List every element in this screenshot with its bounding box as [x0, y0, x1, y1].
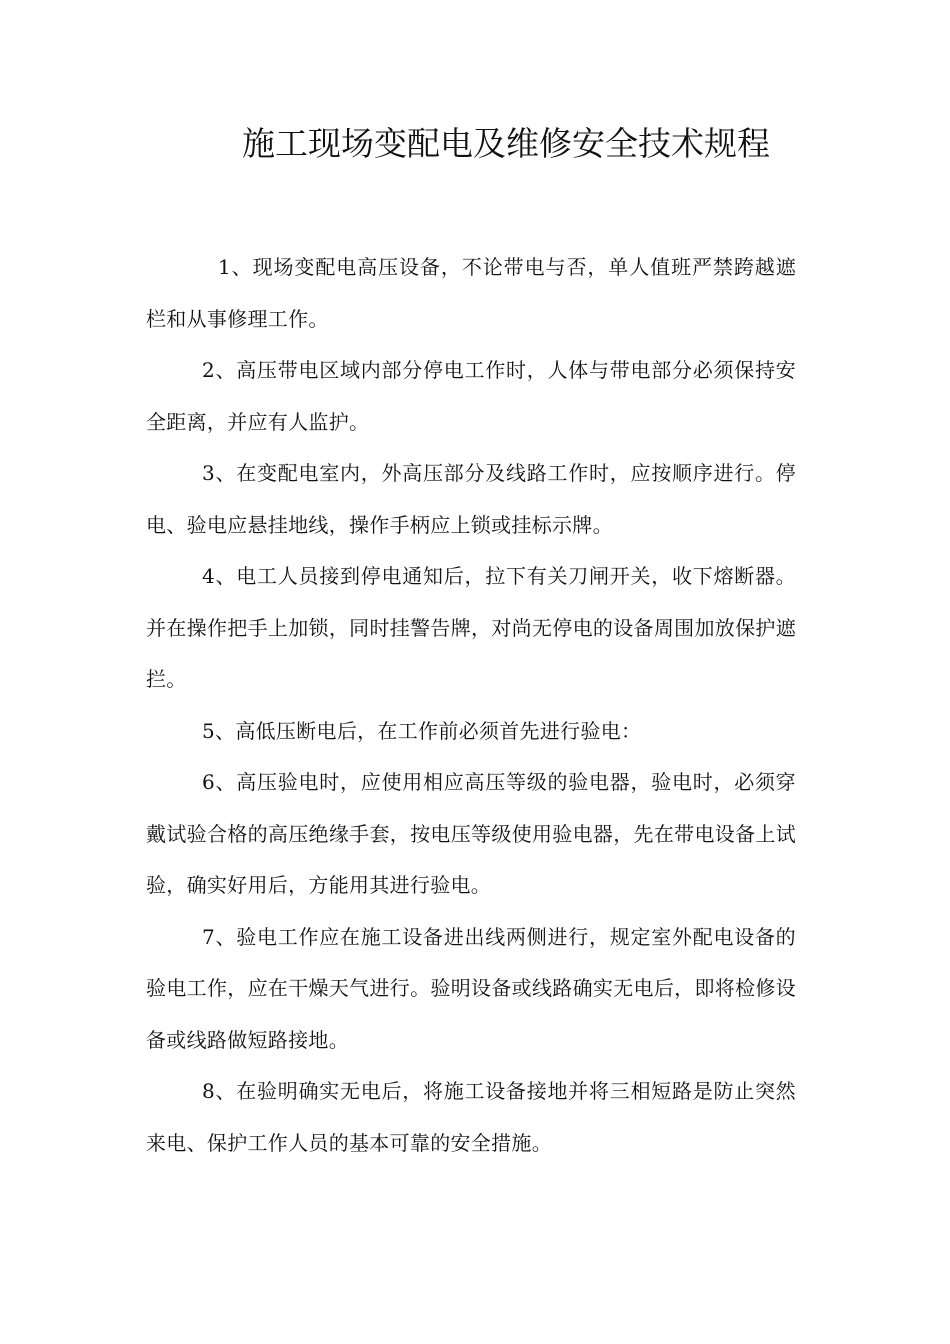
paragraph-6: 6、高压验电时，应使用相应高压等级的验电器，验电时，必须穿戴试验合格的高压绝缘手套，按电压等级使用验电器，先在带电设备上试验，确实好用后，方能用其进行验电。	[146, 770, 796, 897]
document-title: 施工现场变配电及维修安全技术规程	[242, 124, 770, 163]
paragraph-3: 3、在变配电室内，外高压部分及线路工作时，应按顺序进行。停电、验电应悬挂地线，操作手柄应上锁或挂标示牌。	[146, 461, 796, 537]
paragraph-1: 1、现场变配电高压设备，不论带电与否，单人值班严禁跨越遮栏和从事修理工作。	[146, 255, 796, 331]
paragraph-5: 5、高低压断电后，在工作前必须首先进行验电：	[202, 718, 642, 743]
document-body	[146, 242, 796, 1169]
paragraph-7: 7、验电工作应在施工设备进出线两侧进行，规定室外配电设备的验电工作，应在干燥天气进行。验明设备或线路确实无电后，即将检修设备或线路做短路接地。	[146, 924, 796, 1052]
paragraph-2: 2、高压带电区域内部分停电工作时，人体与带电部分必须保持安全距离，并应有人监护。	[146, 358, 796, 434]
paragraph-4: 4、电工人员接到停电通知后，拉下有关刀闸开关，收下熔断器。并在操作把手上加锁，同时挂警告牌，对尚无停电的设备周围加放保护遮拦。	[146, 564, 796, 691]
paragraph-8: 8、在验明确实无电后，将施工设备接地并将三相短路是防止突然来电、保护工作人员的基本可靠的安全措施。	[146, 1079, 796, 1155]
